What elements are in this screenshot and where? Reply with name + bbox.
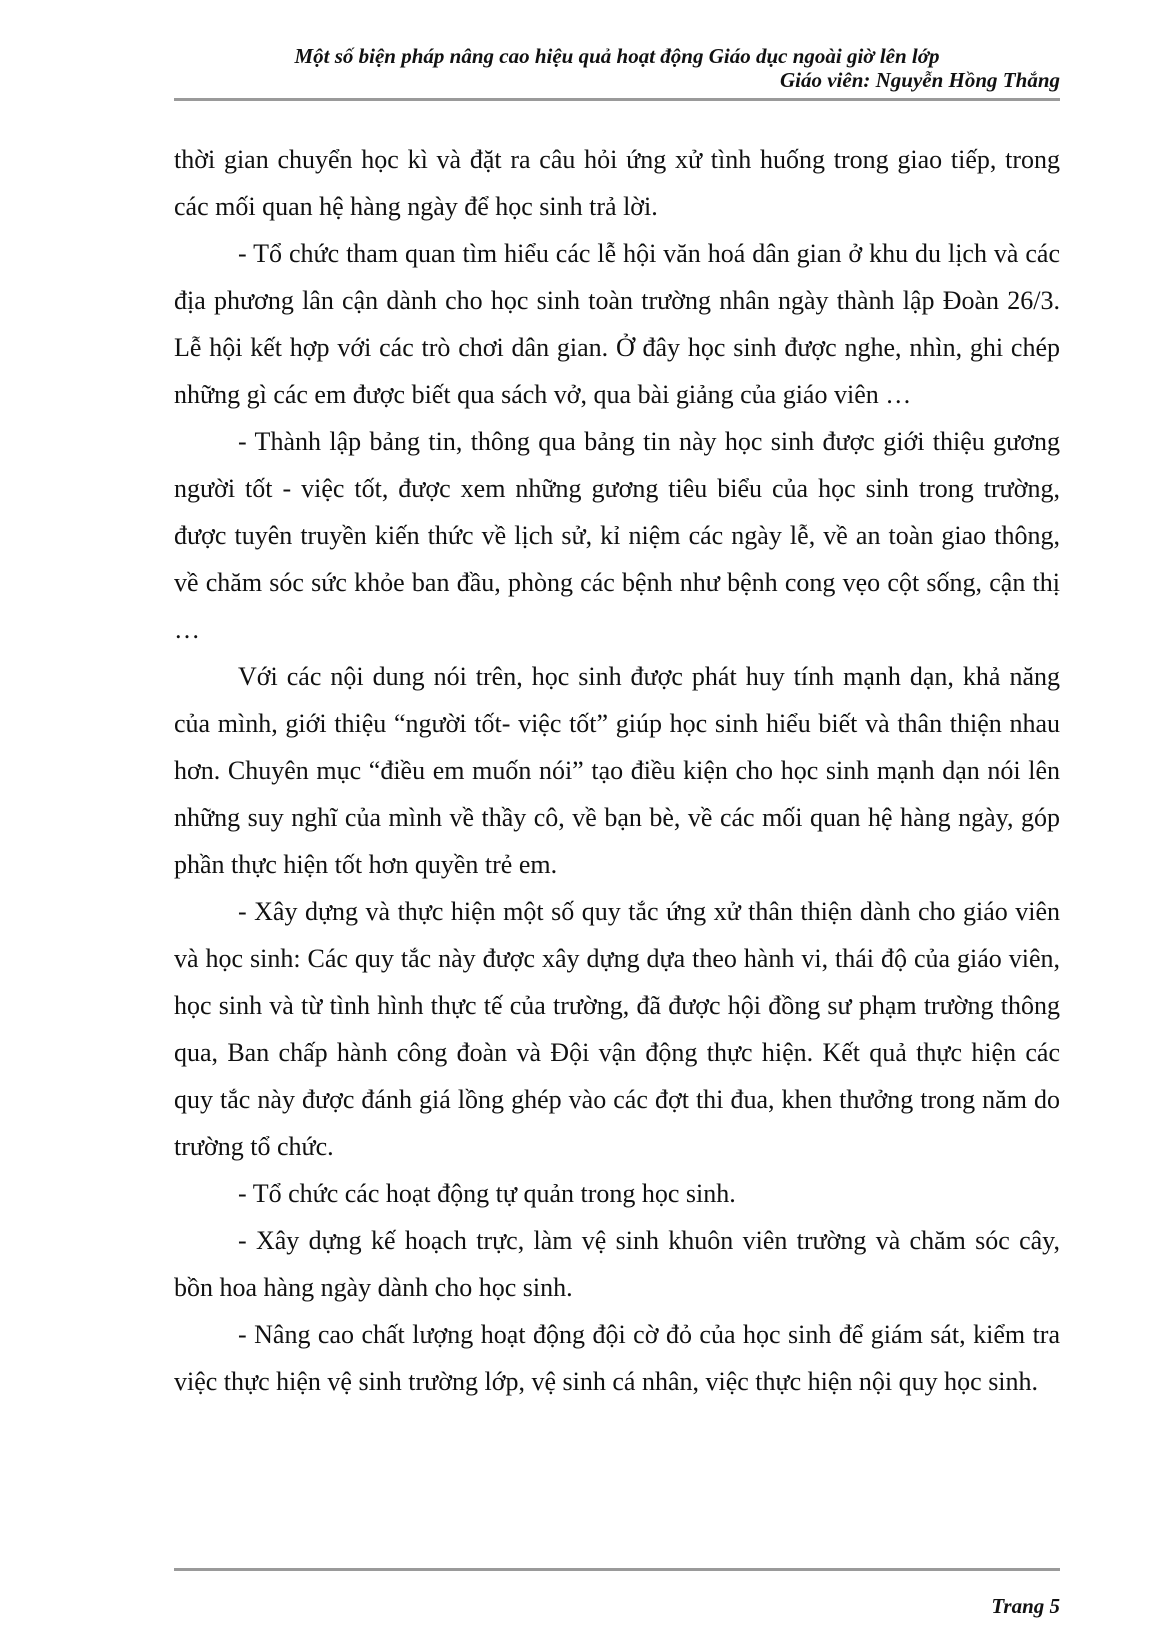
paragraph-1: thời gian chuyển học kì và đặt ra câu hỏi ứng xử tình huống trong giao tiếp, trong các mối quan hệ hàng ngày để học sinh trả lời.: [174, 145, 1060, 221]
document-body: [174, 136, 1060, 1405]
paragraph-4: Với các nội dung nói trên, học sinh được phát huy tính mạnh dạn, khả năng của mình, giới thiệu “người tốt- việc tốt” giúp học sinh hiểu biết và thân thiện nhau hơn. Chuyên mục “điều em muốn nói” tạo điều kiện cho học sinh mạnh dạn nói lên những suy nghĩ của mình về thầy cô, về bạn bè, về các mối quan hệ hàng ngày, góp phần thực hiện tốt hơn quyền trẻ em.: [174, 662, 1060, 879]
paragraph-3: - Thành lập bảng tin, thông qua bảng tin này học sinh được giới thiệu gương người tốt - việc tốt, được xem những gương tiêu biểu của học sinh trong trường, được tuyên truyền kiến thức về lịch sử, kỉ niệm các ngày lễ, về an toàn giao thông, về chăm sóc sức khỏe ban đầu, phòng các bệnh như bệnh cong vẹo cột sống, cận thị …: [174, 427, 1060, 644]
page-header: [174, 44, 1060, 92]
page-number: Trang 5: [991, 1594, 1060, 1618]
footer-divider: [174, 1568, 1060, 1571]
paragraph-2: - Tổ chức tham quan tìm hiểu các lễ hội văn hoá dân gian ở khu du lịch và các địa phương lân cận dành cho học sinh toàn trường nhân ngày thành lập Đoàn 26/3. Lễ hội kết hợp với các trò chơi dân gian. Ở đây học sinh được nghe, nhìn, ghi chép những gì các em được biết qua sách vở, qua bài giảng của giáo viên …: [174, 239, 1060, 409]
paragraph-5: - Xây dựng và thực hiện một số quy tắc ứng xử thân thiện dành cho giáo viên và học sinh: Các quy tắc này được xây dựng dựa theo hành vi, thái độ của giáo viên, học sinh và từ tình hình thực tế của trường, đã được hội đồng sư phạm trường thông qua, Ban chấp hành công đoàn và Đội vận động thực hiện. Kết quả thực hiện các quy tắc này được đánh giá lồng ghép vào các đợt thi đua, khen thưởng trong năm do trường tổ chức.: [174, 897, 1060, 1161]
author-line: Giáo viên: Nguyễn Hồng Thắng: [779, 68, 1060, 92]
paragraph-8: - Nâng cao chất lượng hoạt động đội cờ đỏ của học sinh để giám sát, kiểm tra việc thực hiện vệ sinh trường lớp, vệ sinh cá nhân, việc thực hiện nội quy học sinh.: [174, 1320, 1060, 1396]
document-title: Một số biện pháp nâng cao hiệu quả hoạt động Giáo dục ngoài giờ lên lớp: [294, 44, 940, 68]
paragraph-7: - Xây dựng kế hoạch trực, làm vệ sinh khuôn viên trường và chăm sóc cây, bồn hoa hàng ngày dành cho học sinh.: [174, 1226, 1060, 1302]
header-divider: [174, 98, 1060, 101]
paragraph-6: - Tổ chức các hoạt động tự quản trong học sinh.: [238, 1179, 736, 1208]
